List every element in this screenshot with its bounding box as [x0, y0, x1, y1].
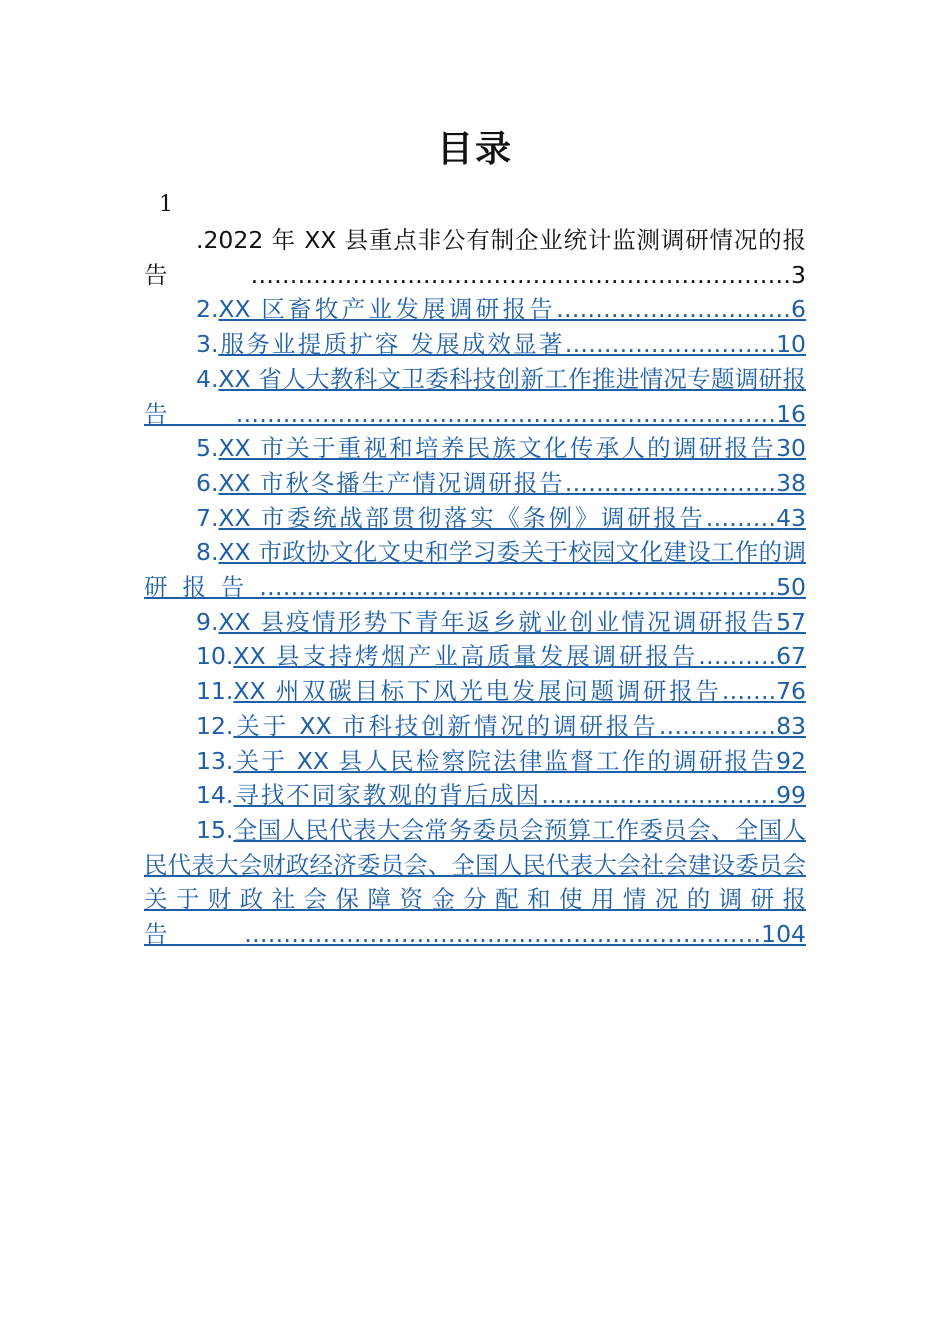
toc-entry-number: 2.	[196, 295, 219, 324]
toc-entry-title[interactable]: XX 市政协文化文史和学习委关于校园文化建设工作的调研报告	[144, 538, 806, 602]
toc-entry-link[interactable]	[144, 362, 806, 431]
toc-leader-dots[interactable]: …………………………	[541, 781, 777, 810]
toc-page-number[interactable]: 57	[776, 607, 806, 636]
toc-entry-link[interactable]	[144, 466, 806, 501]
toc-leader-dots[interactable]: ………………………	[564, 468, 777, 497]
toc-entry-title[interactable]: 关于 XX 县人民检察院法律监督工作的调研报告	[233, 746, 777, 775]
toc-page-number[interactable]: 38	[776, 468, 806, 497]
toc-entry-title[interactable]: XX 市秋冬播生产情况调研报告	[218, 468, 565, 497]
toc-entry-link[interactable]	[144, 744, 806, 779]
toc-entry-link[interactable]	[144, 431, 806, 466]
toc-entry-link[interactable]	[144, 674, 806, 709]
toc-leader-dots[interactable]: ………	[705, 503, 777, 532]
toc-entry-number: 10.	[196, 642, 234, 671]
toc-entry-number: 4.	[196, 364, 219, 393]
toc-entry-title[interactable]: XX 县疫情形势下青年返乡就业创业情况调研报告	[218, 607, 777, 636]
toc-entry-number: 15.	[196, 815, 234, 844]
footnote-marker: 1	[159, 192, 173, 217]
toc-leader-dots[interactable]: ……………………………………………………………	[235, 399, 777, 428]
toc-page-number[interactable]: 10	[776, 330, 806, 359]
toc-page-number[interactable]: 43	[776, 503, 806, 532]
toc-entry-title[interactable]: XX 市委统战部贯彻落实《条例》调研报告	[218, 503, 706, 532]
toc-page-number[interactable]: 83	[776, 711, 806, 740]
toc-leader-dots[interactable]: ………………………	[564, 330, 777, 359]
toc-entry-link[interactable]	[144, 813, 806, 952]
toc-entry-title[interactable]: 关于 XX 市科技创新情况的调研报告	[233, 711, 659, 740]
toc-entry-number: 13.	[196, 746, 234, 775]
toc-entry-number: 7.	[196, 503, 219, 532]
toc-entry-link[interactable]	[144, 709, 806, 744]
page-title: 目录	[436, 128, 513, 170]
toc-page-number[interactable]: 104	[761, 920, 806, 949]
toc-entry-link[interactable]	[144, 327, 806, 362]
table-of-contents	[144, 223, 806, 952]
toc-entry-number: 6.	[196, 468, 219, 497]
toc-entry-number: 14.	[196, 781, 234, 810]
toc-page-number[interactable]: 99	[776, 781, 806, 810]
toc-leader-dots[interactable]: …………………………………………………………	[244, 920, 762, 949]
toc-entry-number: 9.	[196, 607, 219, 636]
toc-entry-link[interactable]	[144, 501, 806, 536]
toc-page-number[interactable]: 6	[791, 295, 806, 324]
toc-entry-title[interactable]: XX 省人大教科文卫委科技创新工作推进情况专题调研报告	[144, 364, 806, 428]
toc-entry-number: .	[196, 226, 204, 254]
toc-leader-dots: ……………………………………………………………	[250, 260, 792, 289]
toc-entry	[144, 223, 806, 292]
toc-entry-number: 5.	[196, 434, 219, 463]
toc-entry-link[interactable]	[144, 639, 806, 674]
toc-entry-link[interactable]	[144, 605, 806, 640]
toc-page-number[interactable]: 67	[776, 642, 806, 671]
toc-entry-title[interactable]: XX 县支持烤烟产业高质量发展调研报告	[233, 642, 699, 671]
toc-entry-title[interactable]: XX 区畜牧产业发展调研报告	[218, 295, 557, 324]
toc-leader-dots[interactable]: …………………………	[556, 295, 792, 324]
toc-page-number[interactable]: 92	[776, 746, 806, 775]
toc-leader-dots[interactable]: …….	[721, 677, 777, 706]
toc-entry-link[interactable]	[144, 778, 806, 813]
toc-entry-title[interactable]: 服务业提质扩容 发展成效显著	[218, 330, 565, 359]
toc-entry-title[interactable]: XX 州双碳目标下风光电发展问题调研报告	[233, 677, 722, 706]
toc-page-number[interactable]: 30	[776, 434, 806, 463]
toc-entry-title[interactable]: XX 市关于重视和培养民族文化传承人的调研报告	[218, 434, 777, 463]
toc-entry-link[interactable]	[144, 292, 806, 327]
toc-entry-title[interactable]: 全国人民代表大会常务委员会预算工作委员会、全国人民代表大会财政经济委员会、全国人民代表大会社会建设委员会关于财政社会保障资金分配和使用情况的调研报告	[144, 815, 806, 949]
toc-entry-number: 3.	[196, 330, 219, 359]
toc-entry-number: 12.	[196, 711, 234, 740]
toc-entry-title[interactable]: 寻找不同家教观的背后成因	[233, 781, 542, 810]
toc-entry-link[interactable]	[144, 535, 806, 604]
toc-entry-number: 8.	[196, 538, 219, 567]
toc-leader-dots[interactable]: …………………………………………………………	[259, 573, 777, 602]
toc-leader-dots[interactable]: ……………	[658, 711, 777, 740]
toc-leader-dots[interactable]: ……….	[698, 642, 777, 671]
toc-page-number[interactable]: 16	[776, 399, 806, 428]
toc-entry-number: 11.	[196, 677, 234, 706]
toc-page-number[interactable]: 76	[776, 677, 806, 706]
toc-page-number: 3	[791, 260, 806, 289]
toc-entry-title: 2022 年 XX 县重点非公有制企业统计监测调研情况的报告	[144, 226, 806, 289]
toc-page-number[interactable]: 50	[776, 573, 806, 602]
